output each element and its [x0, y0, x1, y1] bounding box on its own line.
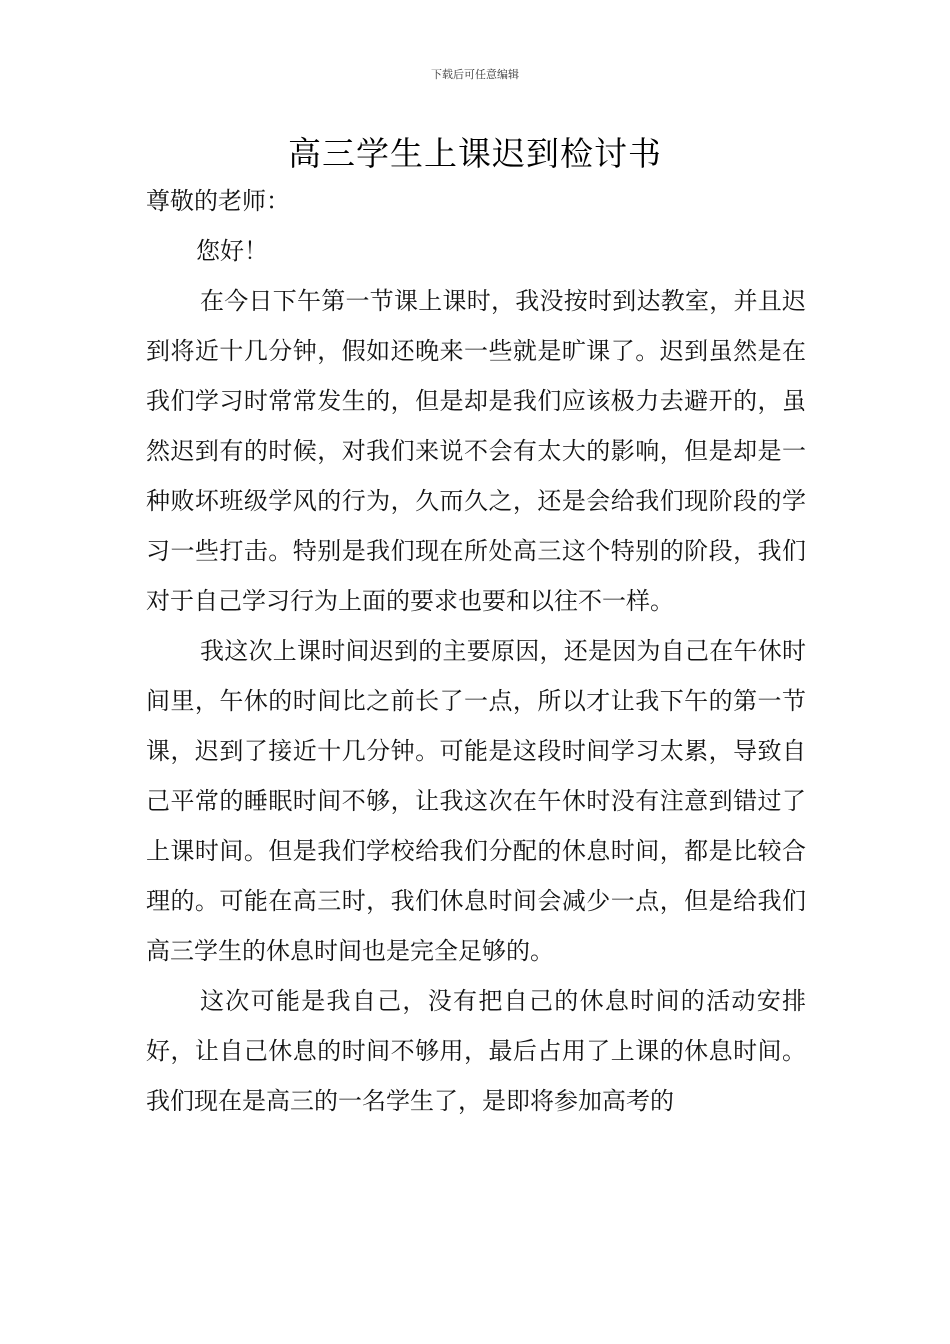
body-paragraph-1: 在今日下午第一节课上课时，我没按时到达教室，并且迟到将近十几分钟，假如还晚来一些就是旷课了。迟到虽然是在我们学习时常常发生的，但是却是我们应该极力去避开的，虽然迟到有的时候，对我们来说不会有太大的影响，但是却是一种败坏班级学风的行为，久而久之，还是会给我们现阶段的学习一些打击。特别是我们现在所处高三这个特别的阶段，我们对于自己学习行为上面的要求也要和以往不一样。 — [146, 287, 806, 615]
header-note: 下载后可任意编辑 — [431, 68, 519, 81]
document-body — [146, 176, 806, 1126]
greeting: 您好！ — [196, 237, 268, 265]
body-paragraph-3: 这次可能是我自己，没有把自己的休息时间的活动安排好，让自己休息的时间不够用，最后占用了上课的休息时间。我们现在是高三的一名学生了，是即将参加高考的 — [146, 987, 806, 1115]
salutation: 尊敬的老师： — [146, 187, 290, 215]
body-paragraph-2: 我这次上课时间迟到的主要原因，还是因为自己在午休时间里，午休的时间比之前长了一点，所以才让我下午的第一节课，迟到了接近十几分钟。可能是这段时间学习太累，导致自己平常的睡眠时间不够，让我这次在午休时没有注意到错过了上课时间。但是我们学校给我们分配的休息时间，都是比较合理的。可能在高三时，我们休息时间会减少一点，但是给我们高三学生的休息时间也是完全足够的。 — [146, 637, 806, 965]
document-title: 高三学生上课迟到检讨书 — [288, 134, 662, 173]
